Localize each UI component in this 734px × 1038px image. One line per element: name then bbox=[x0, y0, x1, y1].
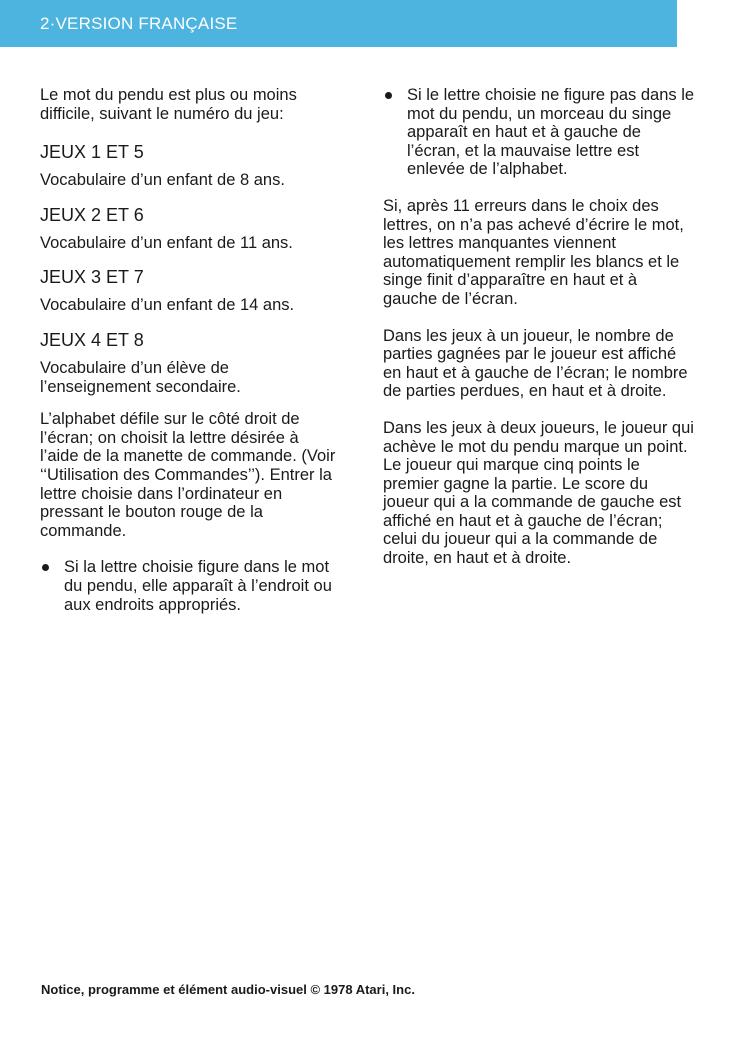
bullet-text: Si la lettre choisie figure dans le mot du pendu, elle apparaît à l’endroit ou aux endroits appropriés. bbox=[64, 558, 332, 614]
page-title: 2·VERSION FRANÇAISE bbox=[40, 14, 238, 33]
right-column bbox=[383, 86, 695, 586]
level-heading: JEUX 3 ET 7 bbox=[40, 267, 144, 288]
level-heading: JEUX 4 ET 8 bbox=[40, 329, 144, 350]
level-heading: JEUX 1 ET 5 bbox=[40, 142, 144, 163]
level-heading: JEUX 2 ET 6 bbox=[40, 204, 144, 225]
errors-paragraph: Si, après 11 erreurs dans le choix des lettres, on n’a pas achevé d’écrire le mot, les lettres manquantes viennent automatiquement remplir les blancs et le singe finit d’apparaître en haut et à gauche de l’écran. bbox=[383, 196, 684, 308]
bullet-text: Si le lettre choisie ne figure pas dans le mot du pendu, un morceau du singe apparaît en haut et à gauche de l’écran, et la mauvaise lettre est enlevée de l’alphabet. bbox=[407, 86, 695, 179]
bullet-icon bbox=[385, 92, 392, 99]
bullet-item bbox=[383, 86, 695, 179]
header-band bbox=[0, 0, 677, 47]
bullet-icon bbox=[42, 564, 49, 571]
left-column bbox=[40, 86, 340, 632]
two-players-paragraph: Dans les jeux à deux joueurs, le joueur qui achève le mot du pendu marque un point. Le joueur qui marque cinq points le premier gagne la partie. Le score du joueur qui a la commande de gauche est affiché en haut et à gauche de l’écran; celui du joueur qui a la commande de droite, en haut et à droite. bbox=[383, 418, 694, 568]
level-text: Vocabulaire d’un enfant de 8 ans. bbox=[40, 171, 285, 190]
alphabet-paragraph: L’alphabet défile sur le côté droit de l’écran; on choisit la lettre désirée à l’aide de la manette de commande. (Voir ‘‘Utilisation des Commandes’’). Entrer la lettre choisie dans l’ordinateur en pressant le bouton rouge de la commande. bbox=[40, 410, 336, 540]
level-text: Vocabulaire d’un enfant de 11 ans. bbox=[40, 233, 293, 252]
level-text: Vocabulaire d’un élève de l’enseignement secondaire. bbox=[40, 358, 241, 396]
bullet-item bbox=[40, 558, 340, 614]
level-text: Vocabulaire d’un enfant de 14 ans. bbox=[40, 296, 295, 315]
intro-paragraph: Le mot du pendu est plus ou moins difficile, suivant le numéro du jeu: bbox=[40, 86, 297, 123]
one-player-paragraph: Dans les jeux à un joueur, le nombre de parties gagnées par le joueur est affiché en haut et à gauche de l’écran; le nombre de parties perdues, en haut et à droite. bbox=[383, 326, 688, 401]
copyright-footer: Notice, programme et élément audio-visuel © 1978 Atari, Inc. bbox=[41, 982, 415, 997]
